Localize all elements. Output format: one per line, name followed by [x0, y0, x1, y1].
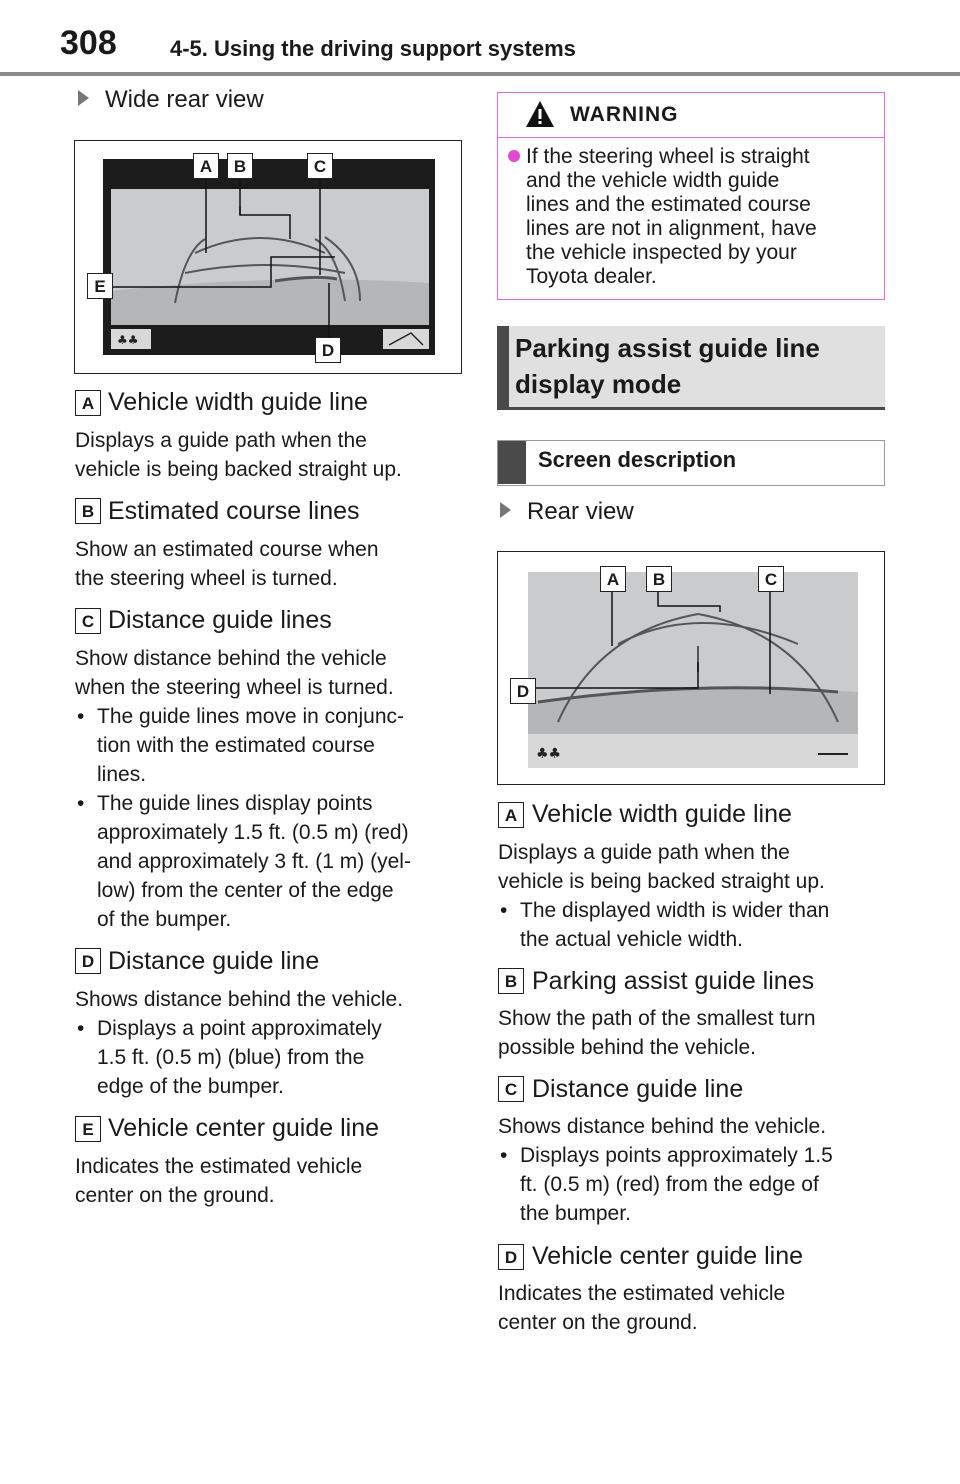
- item-badge-b: B: [498, 968, 524, 994]
- header-rule: [0, 72, 960, 76]
- figure-label-d: D: [510, 678, 536, 704]
- rear-view-illustration: [498, 552, 884, 784]
- item-title-distance-guide-line: Distance guide line: [108, 947, 320, 975]
- item-title-distance-guide-lines: Distance guide lines: [108, 606, 332, 634]
- bullet-rear-view: Rear view: [500, 498, 634, 526]
- item-badge-d: D: [498, 1244, 524, 1270]
- item-title-estimated-course: Estimated course lines: [108, 497, 360, 525]
- figure-label-a: A: [600, 566, 626, 592]
- item-badge-c: C: [75, 608, 101, 634]
- page-number: 308: [60, 24, 117, 62]
- bullet-wide-rear-view: Wide rear view: [78, 86, 264, 114]
- item-title-vehicle-width: Vehicle width guide line: [108, 388, 368, 416]
- item-title-vehicle-width: Vehicle width guide line: [532, 800, 792, 828]
- item-badge-d: D: [75, 948, 101, 974]
- svg-text:♣♣: ♣♣: [117, 333, 139, 347]
- figure-label-c: C: [758, 566, 784, 592]
- list-item: • The displayed width is wider than the actual vehicle width.: [498, 896, 888, 954]
- list-item: • Displays points approximately 1.5 ft. (0.5 m) (red) from the edge of the bumper.: [498, 1141, 888, 1228]
- warning-header: [498, 93, 884, 138]
- item-title-vehicle-center: Vehicle center guide line: [532, 1242, 804, 1270]
- item-body-parking-assist: Show the path of the smallest turn possible behind the vehicle.: [498, 1007, 816, 1059]
- item-badge-c: C: [498, 1076, 524, 1102]
- warning-triangle-icon: [524, 99, 556, 129]
- item-title-parking-assist: Parking assist guide lines: [532, 967, 815, 995]
- sub-heading: Screen description: [497, 440, 885, 486]
- figure-label-c: C: [307, 153, 333, 179]
- item-badge-a: A: [498, 802, 524, 828]
- figure-label-b: B: [646, 566, 672, 592]
- svg-text:♣♣: ♣♣: [536, 746, 562, 762]
- item-body-distance-guide-line: Shows distance behind the vehicle. • Displays a point approximately 1.5 ft. (0.5 m) (blue) from the edge of the bumper.: [75, 985, 465, 1101]
- wide-rear-view-figure: [74, 140, 462, 374]
- item-badge-e: E: [75, 1116, 101, 1142]
- item-body-distance-guide-lines: Show distance behind the vehicle when the steering wheel is turned. • The guide lines move in conjunc- tion with the estimated course lines. • The guide lines display points approximately 1.5 ft. (0.5 m) (red) and approximately 3 ft. (1 m) (yel- low) from the center of the edge of the bumper.: [75, 644, 465, 934]
- figure-label-e: E: [87, 273, 113, 299]
- item-body-vehicle-width: Displays a guide path when the vehicle is being backed straight up.: [75, 429, 402, 481]
- item-body-distance-guide-line: Shows distance behind the vehicle. • Displays points approximately 1.5 ft. (0.5 m) (red) from the edge of the bumper.: [498, 1112, 888, 1228]
- item-body-vehicle-center: Indicates the estimated vehicle center on the ground.: [75, 1155, 363, 1207]
- section-heading: Parking assist guide line display mode: [497, 326, 885, 410]
- warning-box: [497, 92, 885, 300]
- item-body-vehicle-center: Indicates the estimated vehicle center on the ground.: [498, 1282, 786, 1334]
- warning-title: WARNING: [570, 103, 679, 126]
- warning-text: If the steering wheel is straight and the vehicle width guide lines and the estimated course lines are not in alignment, have the vehicle inspected by your Toyota dealer.: [508, 145, 868, 289]
- item-body-vehicle-width: Displays a guide path when the vehicle is being backed straight up. • The displayed width is wider than the actual vehicle width.: [498, 838, 888, 954]
- item-body-estimated-course: Show an estimated course when the steering wheel is turned.: [75, 538, 379, 590]
- list-item: • The guide lines move in conjunc- tion with the estimated course lines.: [75, 702, 465, 789]
- warning-bullet-icon: [508, 150, 520, 162]
- figure-label-d: D: [315, 337, 341, 363]
- rear-view-figure: [497, 551, 885, 785]
- wide-rear-view-illustration: [75, 141, 461, 373]
- item-badge-b: B: [75, 498, 101, 524]
- section-title: 4-5. Using the driving support systems: [170, 36, 576, 61]
- list-item: • The guide lines display points approximately 1.5 ft. (0.5 m) (red) and approximately 3 ft. (1 m) (yel- low) from the center of the edge of the bumper.: [75, 789, 465, 934]
- list-item: • Displays a point approximately 1.5 ft. (0.5 m) (blue) from the edge of the bumper.: [75, 1014, 465, 1101]
- item-title-vehicle-center: Vehicle center guide line: [108, 1114, 380, 1142]
- figure-label-b: B: [227, 153, 253, 179]
- figure-label-a: A: [193, 153, 219, 179]
- item-title-distance-guide-line: Distance guide line: [532, 1075, 744, 1103]
- item-badge-a: A: [75, 390, 101, 416]
